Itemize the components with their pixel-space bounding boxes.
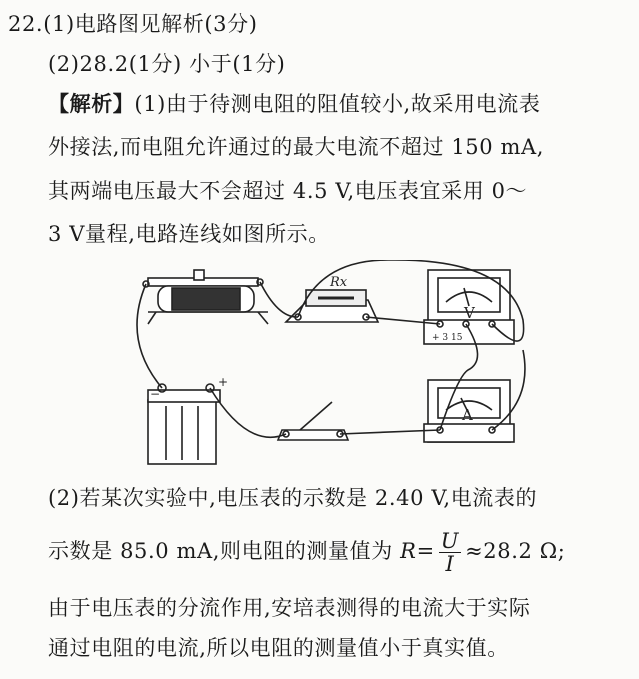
analysis-line-7: 由于电压表的分流作用,安培表测得的电流大于实际 xyxy=(48,596,531,620)
analysis-line-8: 通过电阻的电流,所以电阻的测量值小于真实值。 xyxy=(48,636,509,660)
battery-plus: + xyxy=(218,375,229,389)
analysis-line-5: (2)若某次实验中,电压表的示数是 2.40 V,电流表的 xyxy=(48,486,538,510)
answer-part2: (2)28.2(1分) 小于(1分) xyxy=(48,52,286,76)
switch-icon xyxy=(278,402,348,440)
voltmeter-label: V xyxy=(464,304,475,322)
analysis-text-1: (1)由于待测电阻的阻值较小,故采用电流表 xyxy=(134,92,541,116)
analysis-line-2: 外接法,而电阻允许通过的最大电流不超过 150 mA, xyxy=(48,135,545,159)
analysis-line-1 xyxy=(48,90,540,118)
analysis-tag: 【解析】 xyxy=(48,91,135,116)
resistor-icon xyxy=(286,290,378,322)
analysis-line-3: 其两端电压最大不会超过 4.5 V,电压表宜采用 0～ xyxy=(48,179,528,203)
circuit-diagram xyxy=(128,260,528,475)
equals-sign: = xyxy=(416,539,435,563)
voltmeter-terminals: + 3 15 xyxy=(432,333,463,343)
analysis-text-6b: ≈28.2 Ω; xyxy=(465,539,566,563)
analysis-line-4: 3 V量程,电路连线如图所示。 xyxy=(48,222,330,246)
symbol-r: R xyxy=(400,539,417,563)
answer-part1: 22.(1)电路图见解析(3分) xyxy=(8,12,258,36)
wire xyxy=(210,388,286,437)
fraction-denominator: I xyxy=(445,552,455,576)
analysis-text-6a: 示数是 85.0 mA,则电阻的测量值为 xyxy=(48,539,401,563)
fraction-u-over-i xyxy=(439,530,461,575)
fraction-numerator: U xyxy=(440,529,460,553)
rheostat-icon xyxy=(143,270,268,324)
analysis-line-6 xyxy=(48,528,565,575)
ammeter-label: A xyxy=(462,406,473,424)
battery-minus: − xyxy=(150,387,161,401)
resistor-label: Rx xyxy=(330,275,348,290)
